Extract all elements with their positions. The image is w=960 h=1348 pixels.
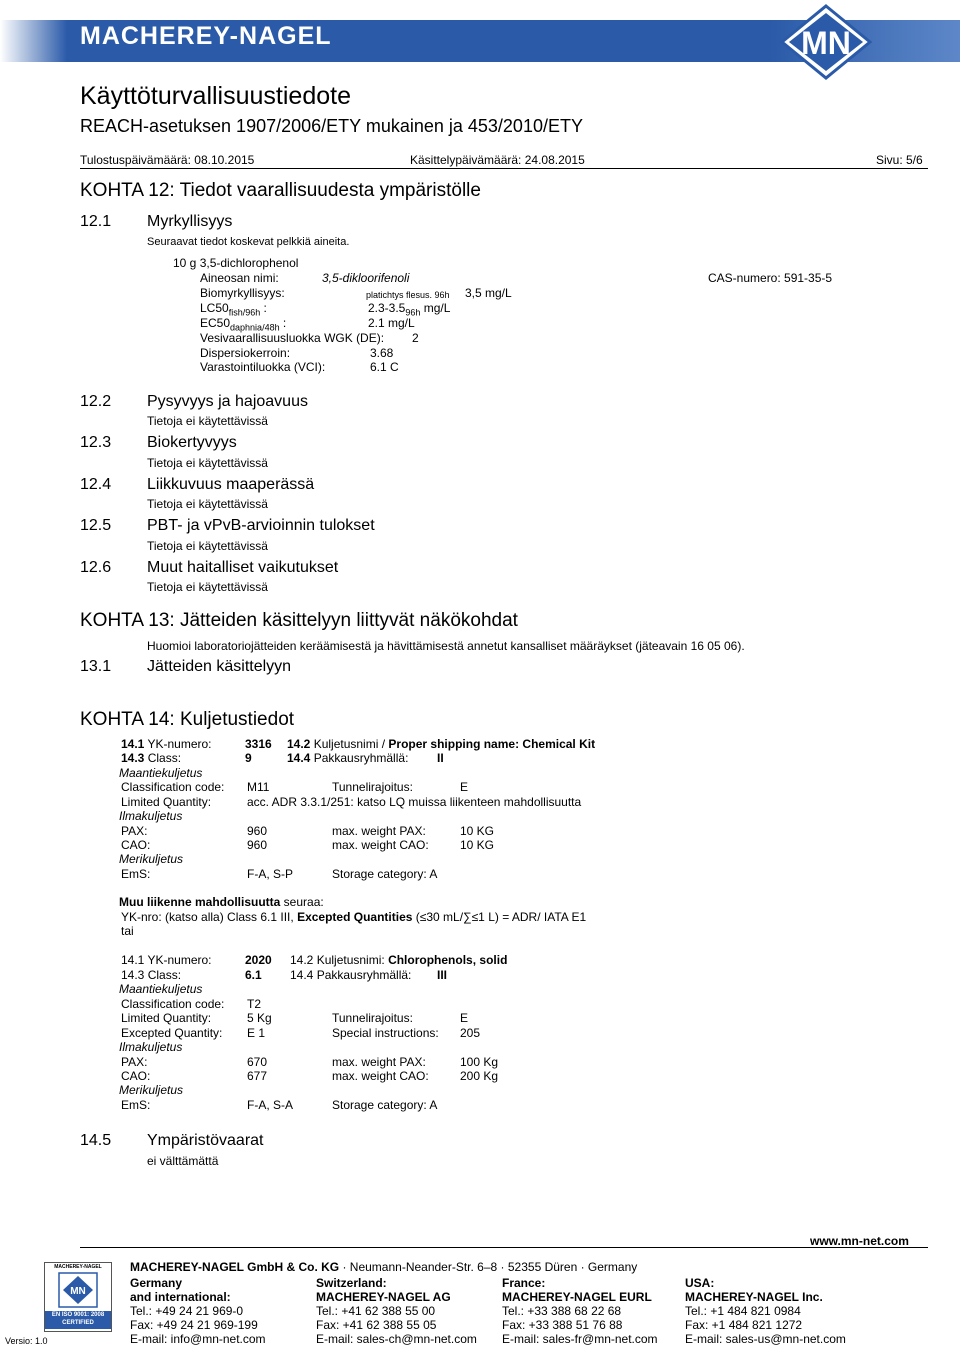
pax-b-label: PAX: [121,1055,148,1069]
section-12-3-heading: Biokertyvyys [147,434,237,451]
footer-divider [80,1247,928,1248]
section-13-note: Huomioi laboratoriojätteiden keräämisestä ja hävittämisestä annetut kansalliset määräykset (jäteavain 16 05 06). [147,639,745,653]
france-email: E-mail: sales-fr@mn-net.com [502,1332,658,1346]
class-b-label: 14.3 Class: [121,968,182,982]
tunnel-code-b-label: Tunnelirajoitus: [332,1011,413,1025]
storage-category-a: Storage category: A [332,867,438,881]
dispersion-label: Dispersiokerroin: [200,346,291,360]
switzerland-line-1: Switzerland: [316,1276,387,1290]
special-instructions-b-label: Special instructions: [332,1026,439,1040]
pax-a-label: PAX: [121,824,148,838]
section-12-1-heading: Myrkyllisyys [147,213,233,230]
ems-b-value: F-A, S-A [247,1098,294,1112]
footer-col-usa [685,1276,846,1346]
cao-b-weight-value: 200 Kg [460,1069,499,1083]
packing-group-b-value: III [437,968,448,982]
france-phone: Tel.: +33 388 68 22 68 [502,1304,622,1318]
excepted-quantities-line: YK-nro: (katso alla) Class 6.1 III, Excepted Quantities (≤30 mL/∑≤1 L) = ADR/ IATA E1 [121,910,587,924]
pax-a-weight-label: max. weight PAX: [332,824,426,838]
biotoxicity-value: 3,5 mg/L [465,286,512,300]
cert-logo-text: MN [70,1286,86,1297]
germany-line-1: Germany [130,1276,183,1290]
cao-a-weight-label: max. weight CAO: [332,838,429,852]
packing-group-a: 14.4 Pakkausryhmällä: [287,751,409,765]
germany-fax: Fax: +49 24 21 969-199 [130,1318,258,1332]
biotoxicity-label: Biomyrkyllisyys: [200,286,285,300]
un-number-b-label: 14.1 YK-numero: [121,953,212,967]
cert-line-2: CERTIFIED [62,1320,94,1326]
classification-code-b-label: Classification code: [121,997,225,1011]
component-name-value: 3,5-dikloorifenoli [322,271,410,285]
un-number-b-value: 2020 [245,953,272,967]
tunnel-code-a-label: Tunnelirajoitus: [332,780,413,794]
dispersion-value: 3.68 [370,346,394,360]
section-14-5-text: ei välttämättä [147,1154,219,1168]
brand-name: MACHEREY-NAGEL [80,22,332,50]
or-text: tai [121,924,134,938]
section-12-5-number: 12.5 [80,517,112,534]
cao-a-weight-value: 10 KG [460,838,495,852]
storage-class-value: 6.1 C [370,360,399,374]
cao-a-value: 960 [247,838,268,852]
france-fax: Fax: +33 388 51 76 88 [502,1318,623,1332]
section-12-title: KOHTA 12: Tiedot vaarallisuudesta ympäristölle [80,180,481,201]
wgk-value: 2 [412,331,419,345]
pax-a-weight-value: 10 KG [460,824,495,838]
sea-transport-a: Merikuljetus [119,852,184,866]
cao-b-weight-label: max. weight CAO: [332,1069,429,1083]
pax-b-weight-value: 100 Kg [460,1055,499,1069]
ems-a-label: EmS: [121,867,151,881]
excepted-quantity-b-value: E 1 [247,1026,266,1040]
special-instructions-b-value: 205 [460,1026,481,1040]
class-a: 14.3 Class: [121,751,182,765]
road-transport-b: Maantiekuljetus [119,982,203,996]
header-divider [80,168,928,169]
usa-line-1: USA: [685,1276,715,1290]
mn-logo-icon [780,4,872,80]
section-12-2-number: 12.2 [80,393,112,410]
pax-a-value: 960 [247,824,268,838]
section-12-1-number: 12.1 [80,213,112,230]
section-12-5-heading: PBT- ja vPvB-arvioinnin tulokset [147,517,375,534]
classification-code-a-value: M11 [247,780,270,794]
section-12-6-number: 12.6 [80,559,112,576]
germany-line-2: and international: [130,1290,231,1304]
section-14-5-number: 14.5 [80,1132,112,1149]
usa-phone: Tel.: +1 484 821 0984 [685,1304,801,1318]
packing-group-b-label: 14.4 Pakkausryhmällä: [290,968,412,982]
section-13-1-number: 13.1 [80,658,112,675]
shipping-name-b: 14.2 Kuljetusnimi: Chlorophenols, solid [290,953,508,967]
footer-company: MACHEREY-NAGEL GmbH & Co. KG · Neumann-Neander-Str. 6–8 · 52355 Düren · Germany [130,1260,638,1274]
classification-code-a-label: Classification code: [121,780,225,794]
ems-a-value: F-A, S-P [247,867,294,881]
switzerland-phone: Tel.: +41 62 388 55 00 [316,1304,436,1318]
air-transport-b: Ilmakuljetus [119,1040,183,1054]
section-12-6-text: Tietoja ei käytettävissä [147,580,268,594]
usa-line-2: MACHEREY-NAGEL Inc. [685,1290,823,1304]
section-12-5-text: Tietoja ei käytettävissä [147,539,268,553]
usa-email: E-mail: sales-us@mn-net.com [685,1332,846,1346]
footer-website[interactable]: www.mn-net.com [810,1234,909,1248]
other-transport-heading: Muu liikenne mahdollisuutta seuraa: [119,895,324,909]
cert-line-1: EN ISO 9001: 2008 [51,1312,105,1318]
biotoxicity-species: platichtys flesus. 96h [366,290,450,300]
section-12-4-heading: Liikkuvuus maaperässä [147,476,315,493]
document-title: Käyttöturvallisuustiedote [80,82,351,110]
limited-quantity-a-label: Limited Quantity: [121,795,212,809]
substance-name: 10 g 3,5-dichlorophenol [173,256,299,270]
section-12-4-text: Tietoja ei käytettävissä [147,497,268,511]
pax-b-weight-label: max. weight PAX: [332,1055,426,1069]
cas-number: CAS-numero: 591-35-5 [708,271,833,285]
class-b-value: 6.1 [245,968,262,982]
section-14-5-heading: Ympäristövaarat [147,1132,264,1149]
class-a-value: 9 [245,751,252,765]
section-12-2-heading: Pysyvyys ja hajoavuus [147,393,308,410]
section-12-3-number: 12.3 [80,434,112,451]
cao-b-value: 677 [247,1069,268,1083]
version: Versio: 1.0 [5,1336,48,1346]
section-12-4-number: 12.4 [80,476,112,493]
un-number-a: 14.1 YK-numero: [121,737,212,751]
cert-logo-icon [58,1272,98,1308]
france-line-1: France: [502,1276,546,1290]
substance-note: Seuraavat tiedot koskevat pelkkiä aineita. [147,236,350,248]
cao-b-label: CAO: [121,1069,151,1083]
tunnel-code-b-value: E [460,1011,469,1025]
ems-b-label: EmS: [121,1098,151,1112]
switzerland-fax: Fax: +41 62 388 55 05 [316,1318,437,1332]
logo-text: MN [801,25,851,61]
section-13-1-heading: Jätteiden käsittelyyn [147,658,292,675]
ec50-value: 2.1 mg/L [368,316,415,330]
france-line-2: MACHEREY-NAGEL EURL [502,1290,652,1304]
certification-badge [44,1262,112,1332]
ec50-label: $EC50_{daphnia/48h}$ : [200,316,287,333]
germany-phone: Tel.: +49 24 21 969-0 [130,1304,244,1318]
footer-col-switzerland [316,1276,477,1346]
process-date: Käsittelypäivämäärä: 24.08.2015 [410,153,585,167]
component-name-label: Aineosan nimi: [200,271,279,285]
packing-group-a-value: II [437,751,444,765]
switzerland-line-2: MACHEREY-NAGEL AG [316,1290,451,1304]
print-date: Tulostuspäivämäärä: 08.10.2015 [80,153,255,167]
cao-a-label: CAO: [121,838,151,852]
limited-quantity-b-value: 5 Kg [247,1011,272,1025]
limited-quantity-a-value: acc. ADR 3.3.1/251: katso LQ muissa liikenteen mahdollisuutta [247,795,582,809]
storage-category-b: Storage category: A [332,1098,438,1112]
classification-code-b-value: T2 [247,997,262,1011]
road-transport-a: Maantiekuljetus [119,766,203,780]
limited-quantity-b-label: Limited Quantity: [121,1011,212,1025]
section-12-3-text: Tietoja ei käytettävissä [147,456,268,470]
excepted-quantity-b-label: Excepted Quantity: [121,1026,223,1040]
section-12-6-heading: Muut haitalliset vaikutukset [147,559,339,576]
footer-col-france [502,1276,658,1346]
cert-brand: MACHEREY-NAGEL [54,1264,102,1270]
un-number-a-value: 3316 [245,737,272,751]
shipping-name-a: 14.2 Kuljetusnimi / Proper shipping name: Chemical Kit [287,737,596,751]
sea-transport-b: Merikuljetus [119,1083,184,1097]
tunnel-code-a-value: E [460,780,469,794]
page-number: Sivu: 5/6 [876,153,923,167]
switzerland-email: E-mail: sales-ch@mn-net.com [316,1332,477,1346]
pax-b-value: 670 [247,1055,268,1069]
germany-email: E-mail: info@mn-net.com [130,1332,266,1346]
usa-fax: Fax: +1 484 821 1272 [685,1318,803,1332]
section-14-title: KOHTA 14: Kuljetustiedot [80,709,295,730]
lc50-label: $LC50_{fish/96h}$ : [200,301,267,318]
lc50-value: $2.3-3.5_{96h}$ mg/L [368,301,451,318]
storage-class-label: Varastointiluokka (VCI): [200,360,326,374]
section-13-title: KOHTA 13: Jätteiden käsittelyyn liittyvät näkökohdat [80,610,518,631]
air-transport-a: Ilmakuljetus [119,809,183,823]
footer-col-germany [130,1276,266,1346]
regulation-subtitle: REACH-asetuksen 1907/2006/ETY mukainen ja 453/2010/ETY [80,116,583,136]
wgk-label: Vesivaarallisuusluokka WGK (DE): [200,331,385,345]
section-12-2-text: Tietoja ei käytettävissä [147,414,268,428]
